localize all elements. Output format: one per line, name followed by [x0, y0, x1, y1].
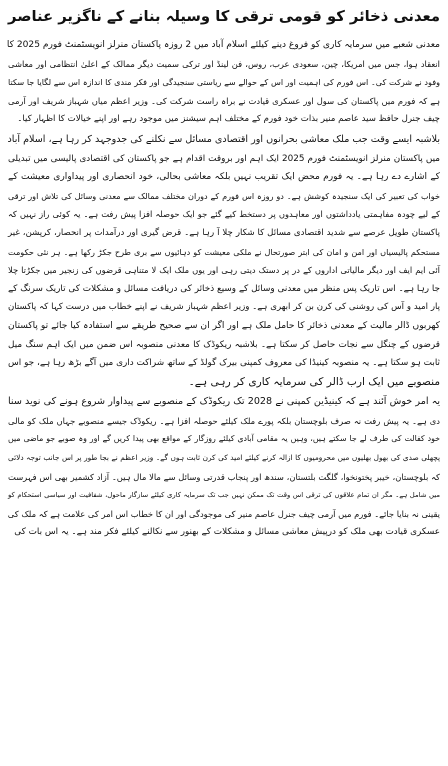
article-text-line: عسکری قیادت بھی ملک کو درپیش معاشی مسائل و مشکلات کے بھنور سے نکالنے کیلئے فکر مند ہے۔ یہ اس بات کی [14, 527, 440, 538]
article-text-line: قرضوں کے چنگل سے نجات حاصل کر سکتا ہے۔ بلاشبہ ریکوڈک کا معدنی منصوبہ اس ضمن میں ایک اہم سنگ میل [8, 339, 440, 350]
article-text-line: میں پاکستان منرلز انویسٹمنٹ فورم 2025 ایک اہم اور بروقت اقدام ہے جو پاکستان کی اقتصادی پالیسی میں تبدیلی [8, 153, 440, 164]
article-headline: معدنی ذخائر کو قومی ترقی کا وسیلہ بنانے کے ناگزیر عناصر [8, 8, 440, 25]
article-text-line: یہ امر خوش آئند ہے کہ کینیڈین کمپنی نے 2028 تک ریکوڈک کے منصوبے سے پیداوار شروع ہونے کی نوید سنا [8, 396, 440, 408]
article-text-line: جا رہا ہے۔ اس تاریک پس منظر میں معدنی وسائل کے وسیع ذخائر کی دریافت مسائل و مشکلات کی تاریک سرنگ کے [8, 283, 440, 294]
article-text-line: کہ بلوچستان، خیبر پختونخوا، گلگت بلتستان، سندھ اور پنجاب قدرتی وسائل سے مالا مال ہیں۔ آزاد کشمیر بھی اس فہرست [8, 471, 440, 482]
article-text-line: ثابت ہو سکتا ہے۔ یہ منصوبہ کینیڈا کی معروف کمپنی بیرک گولڈ کے ساتھ شراکت داری میں آگے بڑھ رہا ہے، جو اس [8, 358, 440, 369]
article-text-line: آئی ایم ایف اور دیگر مالیاتی اداروں کے در پر دستک دیتی رہی اور یوں ملک ایک لا متناہی قرضوں کی زنجیر میں جکڑتا چلا [8, 265, 440, 276]
article-text-line: بلاشبہ ایسے وقت جب ملک معاشی بحرانوں اور اقتصادی مسائل سے نکلنے کی جدوجہد کر رہا ہے، اسلام آباد [7, 133, 440, 145]
article-text-line: کھربوں ڈالر مالیت کے معدنی ذخائر کا حامل ملک ہے اور اگر ان سے صحیح طریقے سے استفادہ کیا جائے تو پاکستان [8, 320, 440, 331]
article-text-line: میں شامل ہے۔ مگر ان تمام علاقوں کی ترقی اس وقت تک ممکن نہیں جب تک سرمایہ کاری کیلئے سازگار ماحول، شفافیت اور سیاسی استحکام کو [8, 491, 440, 500]
article-paragraph [8, 36, 440, 129]
article-text-line: پچھلی صدی کی بھول بھلیوں میں محرومیوں کا ازالہ کرنے کیلئے امید کی کرن ثابت ہوں گے۔ وزیر اعظم نے بجا طور پر اس جانب توجہ دلائی [8, 453, 440, 463]
article-text-line: مستحکم پالیسیاں اور امن و امان کی ابتر صورتحال نے ملکی معیشت کو دہائیوں سے بری طرح جکڑ رکھا ہے۔ ہر نئی حکومت [8, 246, 440, 257]
article-body [8, 36, 440, 542]
article-text-line: یقینی نہ بنایا جائے۔ فورم میں آرمی چیف جنرل عاصم منیر کی موجودگی اور ان کا خطاب اس امر کی علامت ہے کہ ملک کی [7, 508, 440, 519]
article-text-line: پاکستان طویل عرصے سے شدید اقتصادی مسائل کا شکار چلا آ رہا ہے۔ قرض گیری اور درآمدات پر انحصار، کرپشن، غیر [8, 227, 440, 238]
article-text-line: معدنی شعبے میں سرمایہ کاری کو فروغ دینے کیلئے اسلام آباد میں 2 روزہ پاکستان منرلز انویسٹمنٹ فورم 2025 کا [6, 40, 440, 50]
article-paragraph [8, 131, 440, 391]
article-text-line: وفود نے شرکت کی۔ اس فورم کی اہمیت اور اس کے حوالے سے ریاستی سنجیدگی اور فکر مندی کا اندازہ اس سے لگایا جا سکتا [8, 77, 440, 88]
article-text-line: پار امید و آس کی روشنی کی کرن بن کر ابھری ہے۔ وزیر اعظم شہباز شریف نے اپنے خطاب میں درست کہا کہ پاکستان [8, 302, 440, 313]
article-text-line: ہے کہ فورم میں پاکستان کی سول اور عسکری قیادت نے براہ راست شرکت کی۔ وزیر اعظم میاں شہباز شریف اور آرمی [8, 95, 440, 106]
article-text-line: دی ہے۔ یہ پیش رفت نہ صرف بلوچستان بلکہ پورے ملک کیلئے حوصلہ افزا ہے۔ ریکوڈک جیسے منصوبے جہاں ملک کو مالی [8, 415, 440, 426]
article-text-line: خود کفالت کی طرف لے جا سکتے ہیں، وہیں یہ مقامی آبادی کیلئے روزگار کے مواقع بھی پیدا کریں گے اور وہ صوبے جو ماضی میں [8, 434, 440, 444]
article-text-line: منصوبے میں ایک ارب ڈالر کی سرمایہ کاری کر رہی ہے۔ [188, 375, 440, 388]
article-text-line: چیف جنرل حافظ سید عاصم منیر بذات خود فورم کے مختلف اہم سیشنز میں موجود رہے اور اپنے خیالات کا اظہار کیا۔ [17, 114, 440, 125]
article-text-line: خواب کی تعبیر کی ایک سنجیدہ کوشش ہے۔ دو روزہ اس فورم کے دوران مختلف ممالک سے معدنی وسائل کی تلاش اور ترقی [8, 190, 440, 201]
article-text-line: کے لیے چودہ مفاہمتی یادداشتوں اور معاہدوں پر دستخط کیے گئے جو ایک حوصلہ افزا پیش رفت ہے۔ یہ کوئی راز نہیں کہ [8, 209, 440, 220]
article-paragraph [8, 393, 440, 542]
article-text-line: انعقاد ہوا، جس میں امریکا، چین، سعودی عرب، روس، فن لینڈ اور ترکی سمیت دیگر ممالک کے اعلیٰ انتظامی اور معاشی [8, 58, 440, 69]
article-text-line: کے اشارے دے رہا ہے۔ یہ فورم محض ایک تقریب نہیں بلکہ معاشی بحالی، خود انحصاری اور پیداواری معیشت کے [8, 172, 440, 183]
